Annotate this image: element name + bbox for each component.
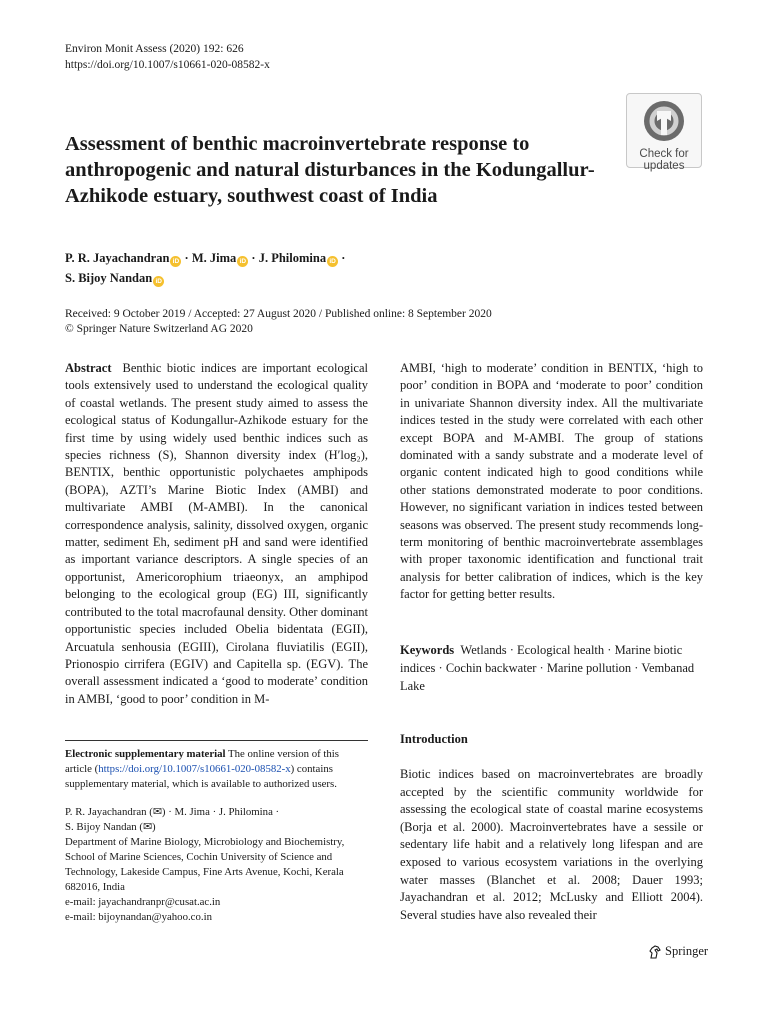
abstract-right-column <box>400 360 703 604</box>
introduction-heading: Introduction <box>400 732 468 746</box>
esm-link[interactable]: https://doi.org/10.1007/s10661-020-08582-x <box>98 763 291 775</box>
article-dates <box>65 307 492 337</box>
abstract-text-left: Benthic biotic indices are important ecological tools extensively used to understand the ecological quality of coastal wetlands. The present study aimed to assess the ecological status of Kodungallur-Azhikode estuary for the first time by using widely used benthic indices such as species richness (S), Shannon diversity index (H′log₂), BENTIX, benthic opportunistic polychaetes amphipods (BOPA), AZTI’s Marine Biotic Index (AMBI) and multivariate AMBI (M-AMBI). In the canonical correspondence analysis, salinity, dissolved oxygen, organic matter, sediment Eh, sediment pH and sand were identified as important variance descriptors. A single species of an opportunist, Americorophium triaeonyx, an amphipod belonging to the ecological group (EG) III, significantly contributed to the total macrofaunal density. Other dominant opportunistic species included Obelia bidentata (EGII), Arcuatula senhousia (EGIII), Cirolana fluviatilis (EGII), Prionospio cirrifera (EGIV) and Capitella sp. (EGV). The overall assessment indicated a ‘good to moderate’ condition in AMBI, ‘good to poor’ condition in M- <box>65 361 368 706</box>
copyright: © Springer Nature Switzerland AG 2020 <box>65 323 253 335</box>
keywords-text: Wetlands · Ecological health · Marine biotic indices · Cochin backwater · Marine pollution · Vembanad Lake <box>400 643 695 693</box>
abstract-label: Abstract <box>65 361 112 375</box>
article-title: Assessment of benthic macroinvertebrate response to anthropogenic and natural disturbances in the Kodungallur-Azhikode estuary, southwest coast of India <box>65 133 595 207</box>
aff-authors-2: S. Bijoy Nandan (✉) <box>65 821 156 833</box>
orcid-icon[interactable]: iD <box>170 256 181 267</box>
orcid-icon[interactable]: iD <box>327 256 338 267</box>
journal-citation: Environ Monit Assess (2020) 192: 626 <box>65 43 244 55</box>
aff-email-2[interactable]: e-mail: bijoynandan@yahoo.co.in <box>65 911 212 923</box>
author-4[interactable]: S. Bijoy Nandan <box>65 271 153 285</box>
esm-label: Electronic supplementary material <box>65 748 226 760</box>
author-1[interactable]: P. R. Jayachandran <box>65 251 170 265</box>
aff-authors-1: P. R. Jayachandran (✉) · M. Jima · J. Philomina · <box>65 806 280 818</box>
introduction-text: Biotic indices based on macroinvertebrates are broadly accepted by the scientific community worldwide for assessing the ecological state of coastal marine ecosystems (Borja et al. 2000). Macroinvertebrates have a sessile or sedentary life habit and a relatively long lifespan and are exposed to various ecosystem variations in the overlying water masses (Blanchet et al. 2008; Dauer 1993; Jayachandran et al. 2012; McLusky and Elliott 2004). Several studies have also revealed their <box>400 767 703 922</box>
footnote-divider <box>65 740 368 741</box>
orcid-icon[interactable]: iD <box>153 276 164 287</box>
supplementary-note <box>65 747 368 792</box>
springer-logo <box>648 944 708 959</box>
abstract-left-column <box>65 360 368 708</box>
springer-horse-icon <box>648 945 662 959</box>
keywords-label: Keywords <box>400 643 455 657</box>
author-3[interactable]: J. Philomina <box>258 251 327 265</box>
author-list <box>65 248 625 288</box>
crossmark-label-2: updates <box>643 160 685 172</box>
author-separator: · <box>248 251 259 265</box>
check-for-updates-badge[interactable] <box>626 93 702 172</box>
author-separator: · <box>181 251 192 265</box>
history-dates: Received: 9 October 2019 / Accepted: 27 August 2020 / Published online: 8 September 2020 <box>65 308 492 320</box>
esm-text-after: ) contains supplementary material, which is available to authorized users. <box>65 763 337 790</box>
author-2[interactable]: M. Jima <box>191 251 237 265</box>
affiliation-block <box>65 805 368 925</box>
author-separator: · <box>338 251 346 265</box>
abstract-text-right: AMBI, ‘high to moderate’ condition in BENTIX, ‘high to poor’ condition in BOPA and ‘moderate to poor’ condition in univariate Shannon diversity index. All the multivariate indices tested in the study were correlated with each other except BOPA and M-AMBI. The group of stations dominated with a sandy substrate and a moderate level of organic content indicated high to good conditions while other stations demonstrated moderate to poor conditions. However, no significant variation in indices tested between seasons was observed. The present study recommends long-term monitoring of benthic macroinvertebrate assemblages with proper taxonomic identification and functional trait analysis for better calibration of indices, which is the key factor for getting better results. <box>400 361 703 602</box>
aff-department: Department of Marine Biology, Microbiology and Biochemistry, School of Marine Sciences, Cochin University of Science and Technology, Lakeside Campus, Fine Arts Avenue, Kochi, Kerala 682016, India <box>65 836 345 893</box>
journal-doi[interactable]: https://doi.org/10.1007/s10661-020-08582-x <box>65 59 270 71</box>
esm-text-before: The online version of this article ( <box>65 748 339 775</box>
publisher-name: Springer <box>665 944 709 958</box>
aff-email-1[interactable]: e-mail: jayachandranpr@cusat.ac.in <box>65 896 221 908</box>
crossmark-icon <box>642 99 686 143</box>
journal-header <box>65 41 270 73</box>
orcid-icon[interactable]: iD <box>237 256 248 267</box>
crossmark-label-1: Check for <box>639 148 689 160</box>
keywords-block <box>400 641 703 695</box>
